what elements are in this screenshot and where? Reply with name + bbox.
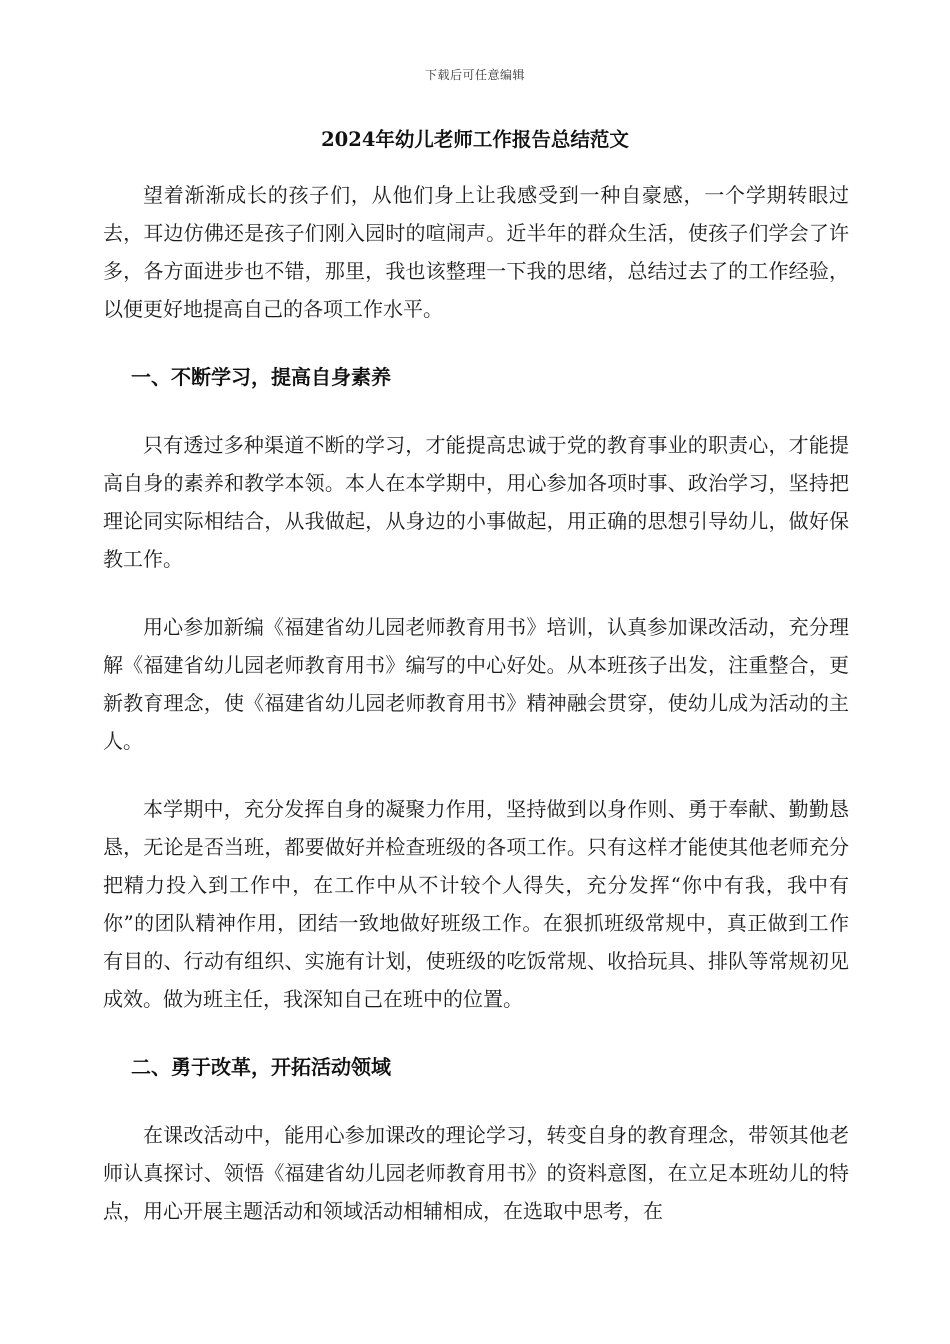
spacer xyxy=(103,396,849,426)
intro-paragraph: 望着渐渐成长的孩子们，从他们身上让我感受到一种自豪感，一个学期转眼过去，耳边仿佛还是孩子们刚入园时的喧闹声。近半年的群众生活，使孩子们学会了许多，各方面进步也不错，那里，我也该整理一下我的思绪，总结过去了的工作经验，以便更好地提高自己的各项工作水平。 xyxy=(103,183,849,321)
spacer xyxy=(103,760,849,790)
spacer xyxy=(103,328,849,358)
spacer xyxy=(103,578,849,608)
section-1-paragraph-2: 用心参加新编《福建省幼儿园老师教育用书》培训，认真参加课改活动，充分理解《福建省幼儿园老师教育用书》编写的中心好处。从本班孩子出发，注重整合，更新教育理念，使《福建省幼儿园老师教育用书》精神融会贯穿，使幼儿成为活动的主人。 xyxy=(103,615,849,753)
section-heading-1: 一、不断学习，提高自身素养 xyxy=(131,365,391,389)
spacer xyxy=(103,1018,849,1048)
section-1-paragraph-1: 只有透过多种渠道不断的学习，才能提高忠诚于党的教育事业的职责心，才能提高自身的素养和教学本领。本人在本学期中，用心参加各项时事、政治学习，坚持把理论同实际相结合，从我做起，从身边的小事做起，用正确的思想引导幼儿，做好保教工作。 xyxy=(103,433,849,571)
document-title: 2024年幼儿老师工作报告总结范文 xyxy=(321,128,629,151)
section-heading-2: 二、勇于改革，开拓活动领域 xyxy=(131,1055,391,1079)
spacer xyxy=(103,1086,849,1116)
section-2-paragraph-1: 在课改活动中，能用心参加课改的理论学习，转变自身的教育理念，带领其他老师认真探讨、领悟《福建省幼儿园老师教育用书》的资料意图，在立足本班幼儿的特点，用心开展主题活动和领域活动相辅相成，在选取中思考，在 xyxy=(103,1123,849,1223)
section-1-paragraph-3: 本学期中，充分发挥自身的凝聚力作用，坚持做到以身作则、勇于奉献、勤勤恳恳，无论是否当班，都要做好并检查班级的各项工作。只有这样才能使其他老师充分把精力投入到工作中，在工作中从不计较个人得失，充分发挥“你中有我，我中有你”的团队精神作用，团结一致地做好班级工作。在狠抓班级常规中，真正做到工作有目的、行动有组织、实施有计划，使班级的吃饭常规、收拾玩具、排队等常规初见成效。做为班主任，我深知自己在班中的位置。 xyxy=(103,797,849,1011)
document-body xyxy=(103,176,849,1230)
page-header-note: 下载后可任意编辑 xyxy=(424,68,525,82)
